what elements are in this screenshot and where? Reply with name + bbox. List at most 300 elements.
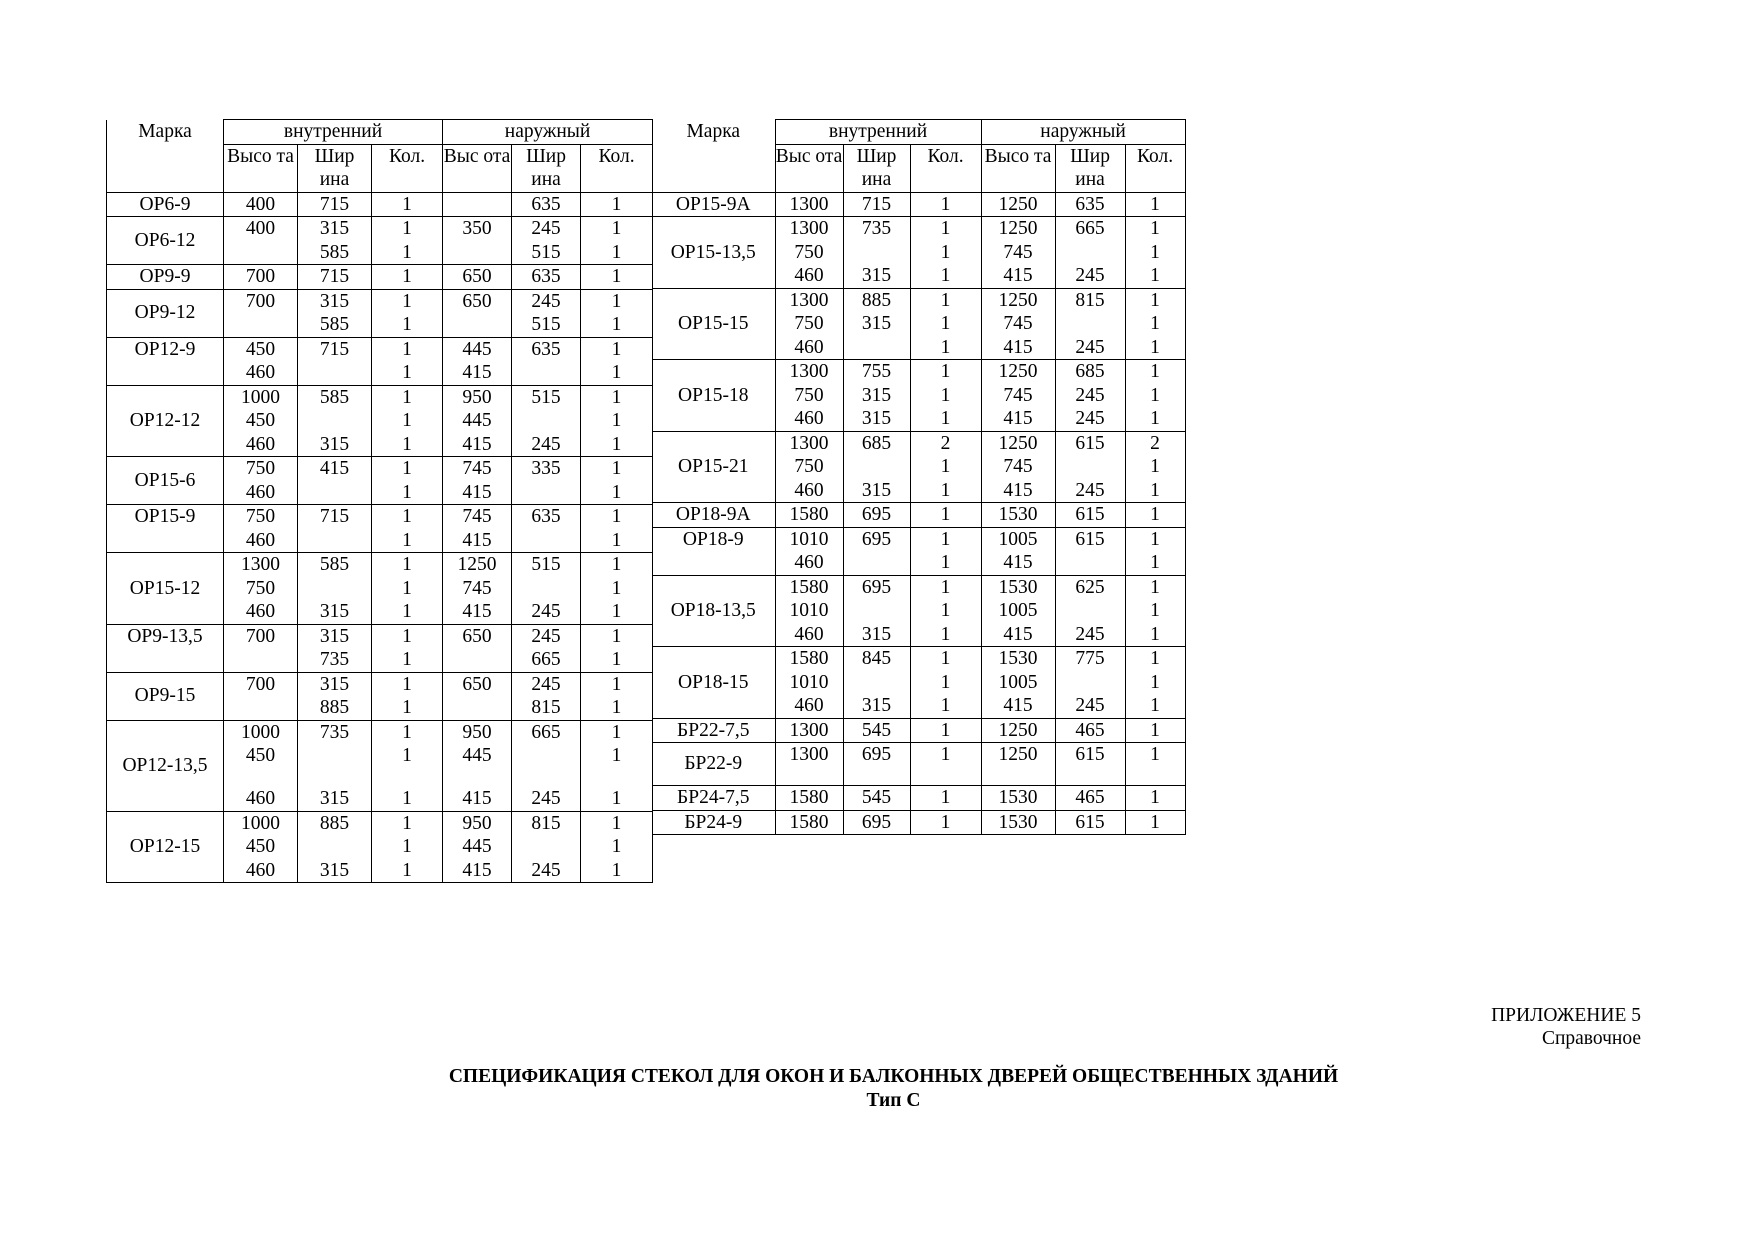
inner-width-cell [298,529,372,553]
outer-width-cell [512,529,581,553]
inner-qty-cell: 1 [372,433,443,457]
outer-height-cell: 415 [443,600,512,624]
inner-height-cell: 1300 [224,553,298,577]
table-row [107,192,653,217]
outer-qty-cell: 1 [581,241,653,265]
outer-qty-cell: 1 [581,624,653,648]
inner-width-cell: 315 [298,624,372,648]
inner-qty-cell: 1 [372,481,443,505]
mark-cell: ОР12-13,5 [107,720,224,811]
outer-qty-cell: 1 [1125,312,1185,336]
inner-height-cell: 1300 [775,288,843,312]
inner-height-cell: 1000 [224,720,298,744]
outer-width-cell: 685 [1055,360,1125,384]
outer-qty-cell: 1 [581,672,653,696]
inner-height-cell: 1300 [775,192,843,217]
inner-width-cell: 315 [298,672,372,696]
header-inner-qty: Кол. [372,144,443,192]
mark-cell: ОР15-12 [107,553,224,625]
inner-width-cell: 845 [843,647,910,671]
outer-width-cell [512,481,581,505]
inner-height-cell: 460 [224,859,298,883]
inner-qty-cell: 1 [910,647,981,671]
inner-width-cell: 585 [298,553,372,577]
outer-width-cell: 465 [1055,786,1125,811]
mark-cell: ОР18-9А [652,503,775,528]
outer-width-cell: 245 [512,289,581,313]
outer-width-cell: 245 [1055,264,1125,288]
mark-cell: ОР18-15 [652,647,775,719]
inner-width-cell [298,744,372,787]
inner-height-cell: 460 [775,623,843,647]
outer-qty-cell: 1 [581,744,653,787]
outer-width-cell: 515 [512,385,581,409]
outer-height-cell: 415 [981,479,1055,503]
inner-width-cell: 735 [298,720,372,744]
outer-width-cell: 515 [512,241,581,265]
outer-qty-cell: 1 [581,648,653,672]
mark-cell: ОР15-18 [652,360,775,432]
table-row [652,718,1185,743]
outer-height-cell: 1005 [981,599,1055,623]
header-outer-qty: Кол. [1125,144,1185,192]
table-row [652,503,1185,528]
outer-height-cell: 745 [981,384,1055,408]
outer-width-cell: 465 [1055,718,1125,743]
outer-qty-cell: 1 [581,385,653,409]
table-row [652,551,1185,575]
inner-qty-cell: 1 [372,265,443,290]
table-row [652,575,1185,599]
outer-qty-cell: 1 [1125,360,1185,384]
inner-qty-cell: 1 [910,264,981,288]
outer-height-cell: 650 [443,624,512,648]
outer-width-cell: 245 [1055,384,1125,408]
outer-width-cell: 515 [512,553,581,577]
outer-width-cell [512,744,581,787]
outer-height-cell: 1530 [981,575,1055,599]
table-row [107,265,653,290]
outer-width-cell [1055,551,1125,575]
inner-width-cell [298,409,372,433]
inner-qty-cell: 1 [910,671,981,695]
outer-qty-cell: 1 [581,289,653,313]
table-row [107,648,653,672]
inner-qty-cell: 1 [372,192,443,217]
inner-qty-cell: 1 [910,551,981,575]
table-row [107,505,653,529]
inner-height-cell: 750 [775,384,843,408]
outer-width-cell: 245 [512,672,581,696]
inner-width-cell [298,577,372,601]
inner-qty-cell: 1 [910,241,981,265]
inner-qty-cell: 1 [910,694,981,718]
inner-height-cell: 450 [224,337,298,361]
header-inner-width: Шир ина [298,144,372,192]
outer-width-cell: 615 [1055,503,1125,528]
inner-height-cell: 1300 [775,360,843,384]
inner-height-cell: 1580 [775,786,843,811]
inner-height-cell: 460 [775,336,843,360]
inner-width-cell: 695 [843,810,910,835]
outer-qty-cell: 1 [1125,241,1185,265]
inner-width-cell: 415 [298,457,372,481]
inner-width-cell: 885 [298,811,372,835]
inner-height-cell: 1300 [775,743,843,786]
outer-qty-cell: 1 [1125,743,1185,786]
outer-height-cell: 650 [443,672,512,696]
inner-height-cell: 1010 [775,599,843,623]
inner-height-cell [224,241,298,265]
outer-width-cell: 635 [1055,192,1125,217]
inner-qty-cell: 1 [910,217,981,241]
table-row [652,786,1185,811]
outer-height-cell: 745 [443,577,512,601]
inner-qty-cell: 1 [372,457,443,481]
outer-width-cell: 245 [512,600,581,624]
outer-qty-cell: 1 [581,835,653,859]
inner-width-cell: 315 [298,787,372,811]
inner-qty-cell: 1 [910,527,981,551]
inner-height-cell: 700 [224,289,298,313]
mark-cell: ОР9-15 [107,672,224,720]
inner-qty-cell: 1 [910,312,981,336]
outer-qty-cell: 1 [581,505,653,529]
mark-cell: ОР6-12 [107,217,224,265]
outer-qty-cell: 1 [581,433,653,457]
outer-height-cell: 745 [981,455,1055,479]
inner-width-cell: 585 [298,241,372,265]
outer-qty-cell: 1 [581,529,653,553]
outer-width-cell: 625 [1055,575,1125,599]
inner-width-cell: 695 [843,575,910,599]
document-title: СПЕЦИФИКАЦИЯ СТЕКОЛ ДЛЯ ОКОН И БАЛКОННЫХ ДВЕРЕЙ ОБЩЕСТВЕННЫХ ЗДАНИЙ [448,1066,1339,1087]
inner-width-cell: 715 [298,505,372,529]
inner-qty-cell: 1 [372,577,443,601]
outer-width-cell [1055,241,1125,265]
outer-height-cell [443,313,512,337]
mark-cell: ОР15-9 [107,505,224,529]
inner-height-cell: 1010 [775,527,843,551]
inner-qty-cell: 1 [910,479,981,503]
header-outer-width: Шир ина [512,144,581,192]
inner-qty-cell: 1 [372,217,443,241]
inner-width-cell: 315 [843,407,910,431]
outer-height-cell: 1250 [981,217,1055,241]
inner-width-cell: 715 [843,192,910,217]
outer-qty-cell: 1 [1125,264,1185,288]
outer-qty-cell: 1 [581,481,653,505]
inner-width-cell [843,336,910,360]
outer-height-cell [443,192,512,217]
outer-height-cell: 950 [443,811,512,835]
header-outer: наружный [443,120,653,145]
inner-qty-cell: 1 [910,407,981,431]
inner-width-cell: 545 [843,786,910,811]
inner-height-cell: 750 [775,241,843,265]
outer-qty-cell: 2 [1125,431,1185,455]
outer-qty-cell: 1 [581,577,653,601]
inner-width-cell [843,455,910,479]
glass-spec-table-left [106,119,653,883]
inner-height-cell: 750 [224,577,298,601]
inner-width-cell: 315 [298,289,372,313]
inner-height-cell: 1300 [775,718,843,743]
inner-width-cell: 695 [843,743,910,786]
inner-width-cell: 315 [843,384,910,408]
header-outer-qty: Кол. [581,144,653,192]
inner-height-cell: 1580 [775,810,843,835]
outer-qty-cell: 1 [581,313,653,337]
inner-qty-cell: 1 [372,385,443,409]
table-row [652,527,1185,551]
outer-qty-cell: 1 [1125,407,1185,431]
inner-qty-cell: 1 [372,241,443,265]
appendix-block [1491,1004,1641,1050]
outer-height-cell: 1530 [981,503,1055,528]
inner-height-cell: 1300 [775,431,843,455]
outer-width-cell: 245 [512,859,581,883]
inner-width-cell [298,481,372,505]
inner-width-cell: 315 [843,312,910,336]
inner-height-cell: 1000 [224,385,298,409]
inner-height-cell: 460 [224,433,298,457]
inner-qty-cell: 1 [910,786,981,811]
inner-width-cell [843,599,910,623]
inner-width-cell: 885 [843,288,910,312]
inner-qty-cell: 1 [910,384,981,408]
outer-width-cell: 635 [512,192,581,217]
outer-width-cell: 615 [1055,810,1125,835]
table-row [107,624,653,648]
inner-height-cell: 450 [224,409,298,433]
mark-cell: ОР15-15 [652,288,775,360]
table-row [652,647,1185,671]
mark-cell [107,648,224,672]
inner-qty-cell: 1 [372,648,443,672]
table-row [107,553,653,577]
inner-width-cell: 315 [298,433,372,457]
outer-height-cell: 415 [981,694,1055,718]
outer-width-cell: 245 [512,433,581,457]
mark-cell: ОР15-13,5 [652,217,775,289]
appendix-kind: Справочное [1541,1028,1641,1049]
mark-cell: ОР15-9А [652,192,775,217]
inner-height-cell: 400 [224,192,298,217]
outer-qty-cell: 1 [581,217,653,241]
mark-cell: ОР9-12 [107,289,224,337]
inner-qty-cell: 1 [372,289,443,313]
inner-width-cell [843,241,910,265]
inner-height-cell: 700 [224,672,298,696]
header-inner: внутренний [224,120,443,145]
mark-cell: ОР15-21 [652,431,775,503]
inner-qty-cell: 1 [372,835,443,859]
inner-width-cell [843,551,910,575]
inner-width-cell: 315 [298,859,372,883]
inner-height-cell: 460 [775,479,843,503]
outer-width-cell: 515 [512,313,581,337]
table-row [107,457,653,481]
outer-qty-cell: 1 [1125,288,1185,312]
inner-qty-cell: 1 [910,599,981,623]
mark-cell: БР22-9 [652,743,775,786]
outer-height-cell: 1530 [981,647,1055,671]
outer-height-cell: 350 [443,217,512,241]
mark-cell: ОР15-6 [107,457,224,505]
outer-qty-cell: 1 [1125,623,1185,647]
outer-width-cell: 635 [512,265,581,290]
appendix-label: ПРИЛОЖЕНИЕ 5 [1491,1005,1641,1026]
inner-qty-cell: 1 [372,529,443,553]
mark-cell: ОР12-9 [107,337,224,361]
table-row [652,431,1185,455]
outer-qty-cell: 1 [1125,455,1185,479]
mark-cell: БР24-7,5 [652,786,775,811]
header-mark: Марка [652,120,775,193]
outer-width-cell: 815 [512,811,581,835]
inner-width-cell: 315 [843,694,910,718]
inner-height-cell: 1010 [775,671,843,695]
inner-qty-cell: 2 [910,431,981,455]
outer-qty-cell: 1 [581,696,653,720]
mark-cell [107,529,224,553]
inner-height-cell: 460 [775,551,843,575]
outer-width-cell: 245 [512,217,581,241]
outer-height-cell: 415 [981,551,1055,575]
outer-height-cell: 745 [443,457,512,481]
outer-width-cell: 775 [1055,647,1125,671]
outer-height-cell [443,648,512,672]
table-row [107,672,653,696]
outer-height-cell: 415 [443,787,512,811]
inner-width-cell: 695 [843,527,910,551]
outer-qty-cell: 1 [1125,503,1185,528]
inner-height-cell: 450 [224,744,298,787]
inner-height-cell: 460 [775,694,843,718]
outer-qty-cell: 1 [1125,551,1185,575]
outer-height-cell [443,696,512,720]
outer-qty-cell: 1 [581,337,653,361]
inner-qty-cell: 1 [910,810,981,835]
inner-height-cell: 1580 [775,647,843,671]
outer-height-cell: 745 [981,312,1055,336]
outer-qty-cell: 1 [1125,336,1185,360]
inner-width-cell: 885 [298,696,372,720]
inner-width-cell [298,835,372,859]
inner-width-cell: 315 [298,217,372,241]
outer-width-cell: 635 [512,337,581,361]
inner-width-cell: 685 [843,431,910,455]
outer-width-cell: 245 [1055,623,1125,647]
outer-qty-cell: 1 [1125,786,1185,811]
outer-width-cell: 245 [1055,407,1125,431]
outer-qty-cell: 1 [1125,647,1185,671]
outer-width-cell: 665 [512,720,581,744]
outer-width-cell [512,577,581,601]
table-row [107,337,653,361]
inner-qty-cell: 1 [372,787,443,811]
inner-height-cell: 460 [224,600,298,624]
inner-height-cell: 460 [224,787,298,811]
outer-height-cell: 445 [443,409,512,433]
outer-height-cell: 415 [981,623,1055,647]
table-row [652,192,1185,217]
outer-qty-cell: 1 [1125,384,1185,408]
header-inner-qty: Кол. [910,144,981,192]
mark-cell: ОР6-9 [107,192,224,217]
outer-qty-cell: 1 [581,192,653,217]
outer-width-cell [1055,599,1125,623]
outer-qty-cell: 1 [1125,718,1185,743]
inner-qty-cell: 1 [372,600,443,624]
table-row [107,529,653,553]
outer-height-cell: 415 [981,407,1055,431]
inner-qty-cell: 1 [372,720,443,744]
outer-qty-cell: 1 [581,787,653,811]
outer-width-cell: 245 [1055,694,1125,718]
table-row [107,811,653,835]
outer-width-cell [1055,312,1125,336]
outer-qty-cell: 1 [581,811,653,835]
inner-qty-cell: 1 [372,553,443,577]
inner-width-cell: 545 [843,718,910,743]
inner-width-cell: 695 [843,503,910,528]
inner-qty-cell: 1 [372,313,443,337]
outer-width-cell [1055,671,1125,695]
outer-qty-cell: 1 [581,457,653,481]
inner-width-cell: 315 [843,479,910,503]
mark-cell: БР22-7,5 [652,718,775,743]
outer-width-cell: 245 [1055,336,1125,360]
table-row [107,289,653,313]
inner-qty-cell: 1 [910,192,981,217]
mark-cell: ОР18-13,5 [652,575,775,647]
outer-width-cell: 615 [1055,743,1125,786]
inner-height-cell: 750 [775,455,843,479]
mark-cell: ОР18-9 [652,527,775,551]
inner-qty-cell: 1 [910,718,981,743]
inner-qty-cell: 1 [910,455,981,479]
outer-height-cell: 445 [443,744,512,787]
inner-width-cell: 715 [298,337,372,361]
inner-width-cell: 585 [298,385,372,409]
mark-cell: ОР9-9 [107,265,224,290]
outer-qty-cell: 1 [1125,192,1185,217]
outer-height-cell: 950 [443,385,512,409]
outer-qty-cell: 1 [581,409,653,433]
mark-cell: ОР9-13,5 [107,624,224,648]
inner-height-cell: 1580 [775,575,843,599]
outer-height-cell: 745 [443,505,512,529]
inner-height-cell: 750 [775,312,843,336]
outer-height-cell: 950 [443,720,512,744]
inner-qty-cell: 1 [372,505,443,529]
table-row [107,385,653,409]
outer-qty-cell: 1 [1125,479,1185,503]
outer-width-cell: 335 [512,457,581,481]
inner-qty-cell: 1 [910,360,981,384]
outer-width-cell: 665 [512,648,581,672]
inner-qty-cell: 1 [372,672,443,696]
outer-height-cell: 1250 [443,553,512,577]
outer-width-cell: 635 [512,505,581,529]
header-outer-height: Высо та [981,144,1055,192]
outer-width-cell: 665 [1055,217,1125,241]
outer-width-cell [512,835,581,859]
outer-height-cell: 1250 [981,360,1055,384]
outer-width-cell [512,361,581,385]
